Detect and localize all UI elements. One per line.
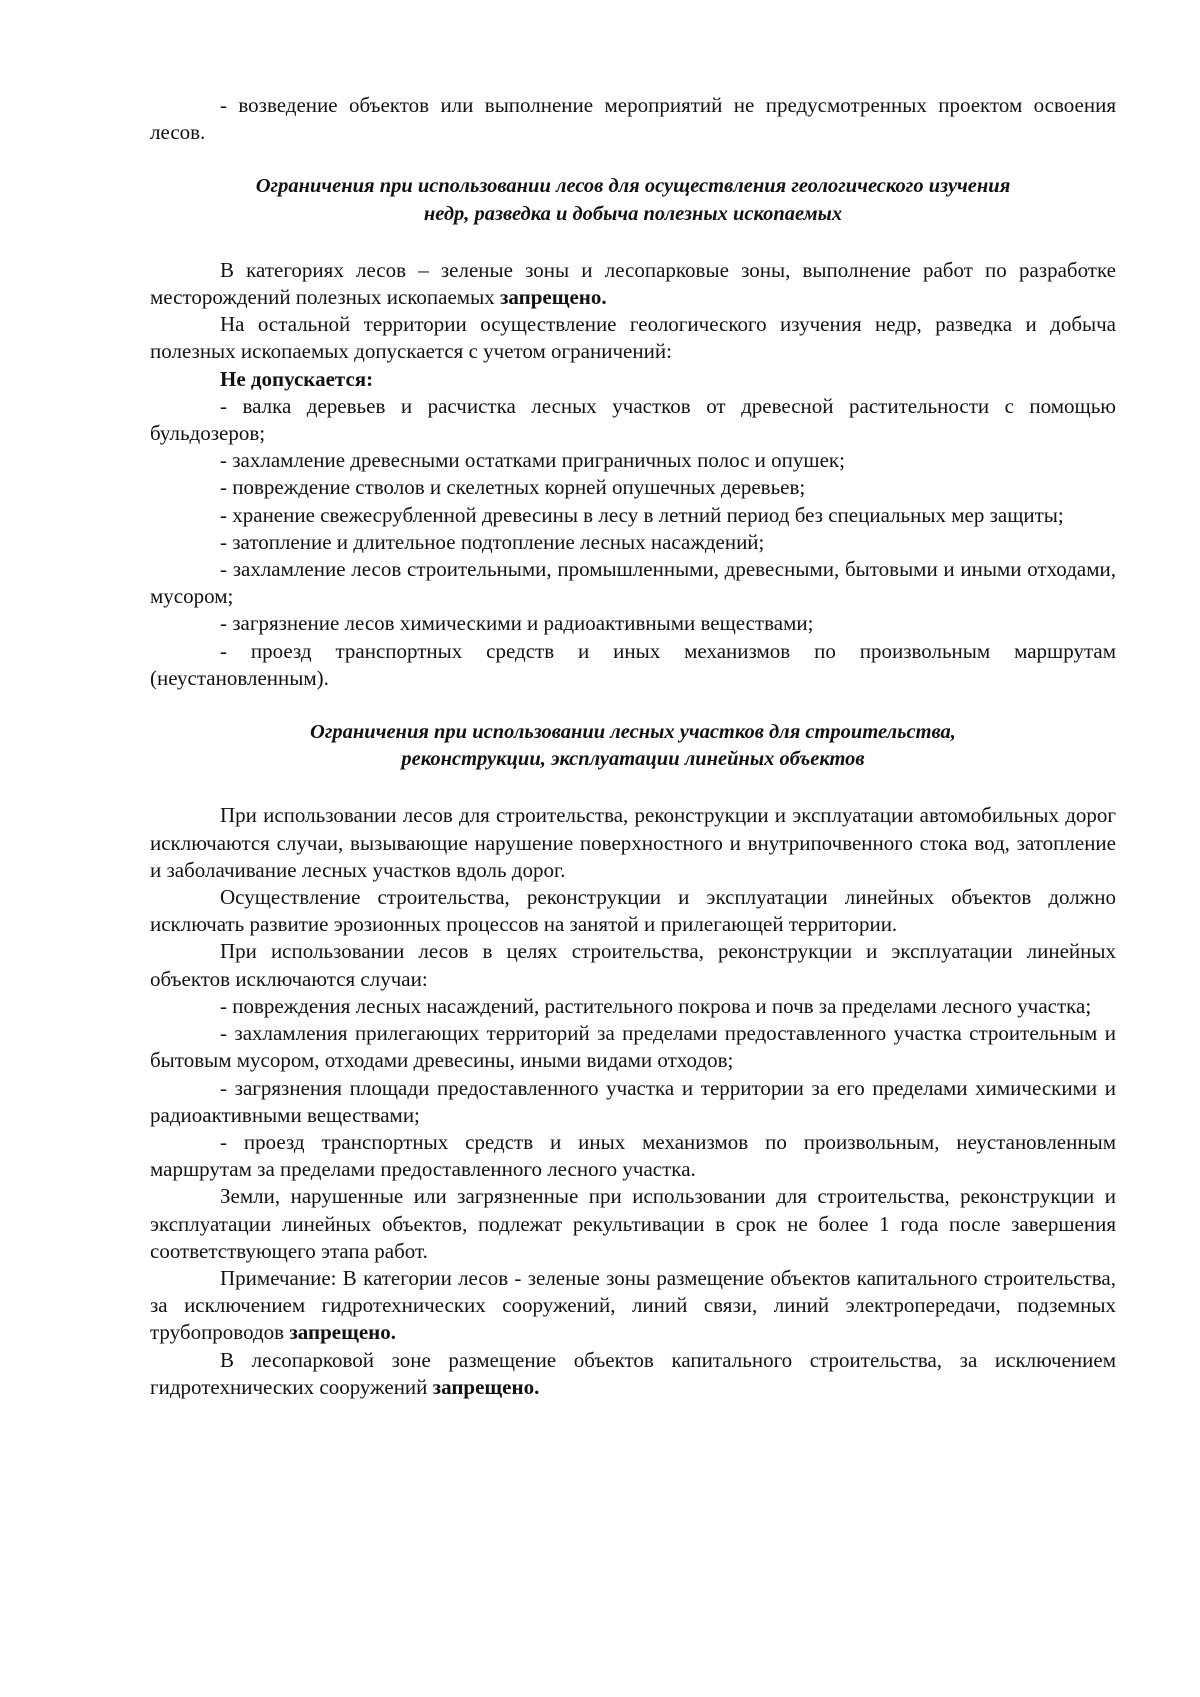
paragraph: Осуществление строительства, реконструкции и эксплуатации линейных объектов должно исключать развитие эрозионных процессов на занятой и прилегающей территории. xyxy=(150,885,1116,937)
paragraph: При использовании лесов в целях строительства, реконструкции и эксплуатации линейных объектов исключаются случаи: xyxy=(150,939,1116,991)
paragraph xyxy=(150,1347,1116,1401)
list-item: - захламления прилегающих территорий за пределами предоставленного участка строительным и бытовым мусором, отходами древесины, иными видами отходов; xyxy=(150,1021,1116,1073)
list-item: - проезд транспортных средств и иных механизмов по произвольным, неустановленным маршрутам за пределами предоставленного лесного участка. xyxy=(150,1129,1116,1182)
emphasis-prohibited: запрещено. xyxy=(289,1320,396,1345)
paragraph-text: В лесопарковой зоне размещение объектов капитального строительства, за исключением гидротехнических сооружений xyxy=(150,1347,1116,1399)
paragraph: При использовании лесов для строительства, реконструкции и эксплуатации автомобильных дорог исключаются случаи, вызывающие нарушение поверхностного и внутрипочвенного стока вод, затопление и заболачивание лесных участков вдоль дорог. xyxy=(150,803,1116,882)
note-paragraph xyxy=(150,1265,1116,1347)
list-item: - проезд транспортных средств и иных механизмов по произвольным маршрутам (неустановленным). xyxy=(150,638,1116,690)
not-allowed-label xyxy=(150,366,1116,393)
section-heading-line: реконструкции, эксплуатации линейных объектов xyxy=(401,748,865,771)
section-heading-line: Ограничения при использовании лесных участков для строительства, xyxy=(310,721,956,744)
emphasis-prohibited: запрещено. xyxy=(432,1374,540,1399)
section-heading-line: Ограничения при использовании лесов для осуществления геологического изучения xyxy=(255,175,1011,198)
list-item: - захламление лесов строительными, промышленными, древесными, бытовыми и иными отходами, мусором; xyxy=(150,557,1116,609)
list-item: - повреждения лесных насаждений, растительного покрова и почв за пределами лесного участка; xyxy=(220,993,1092,1018)
section-heading-geology xyxy=(150,173,1116,227)
list-item: - затопление и длительное подтопление лесных насаждений; xyxy=(220,529,765,554)
paragraph-text: В категориях лесов – зеленые зоны и лесопарковые зоны, выполнение работ по разработке месторождений полезных ископаемых xyxy=(150,257,1116,310)
document-page xyxy=(150,92,1116,1401)
list-item: - загрязнения площади предоставленного участка и территории за его пределами химическими и радиоактивными веществами; xyxy=(150,1075,1116,1127)
list-item: - захламление древесными остатками приграничных полос и опушек; xyxy=(220,448,845,473)
list-item: - повреждение стволов и скелетных корней опушечных деревьев; xyxy=(220,475,806,500)
paragraph: Земли, нарушенные или загрязненные при использовании для строительства, реконструкции и эксплуатации линейных объектов, подлежат рекультивации в срок не более 1 года после завершения соответствующего этапа работ. xyxy=(150,1184,1116,1263)
note-text: Примечание: В категории лесов - зеленые зоны размещение объектов капитального строительства, за исключением гидротехнических сооружений, линий связи, линий электропередачи, подземных трубопроводов xyxy=(150,1265,1116,1345)
section-heading-line: недр, разведка и добыча полезных ископаемых xyxy=(423,202,843,225)
section-heading-linear-objects xyxy=(150,719,1116,773)
list-item: - загрязнение лесов химическими и радиоактивными веществами; xyxy=(220,611,814,636)
intro-paragraph: - возведение объектов или выполнение мероприятий не предусмотренных проектом освоения лесов. xyxy=(150,93,1116,145)
emphasis-prohibited: запрещено. xyxy=(499,285,607,310)
not-allowed-text: Не допускается: xyxy=(220,366,374,391)
paragraph xyxy=(150,257,1116,311)
paragraph: На остальной территории осуществление геологического изучения недр, разведка и добыча полезных ископаемых допускается с учетом ограничений: xyxy=(150,312,1116,364)
list-item: - хранение свежесрубленной древесины в лесу в летний период без специальных мер защиты; xyxy=(220,502,1064,527)
list-item: - валка деревьев и расчистка лесных участков от древесной растительности с помощью бульдозеров; xyxy=(150,393,1116,446)
